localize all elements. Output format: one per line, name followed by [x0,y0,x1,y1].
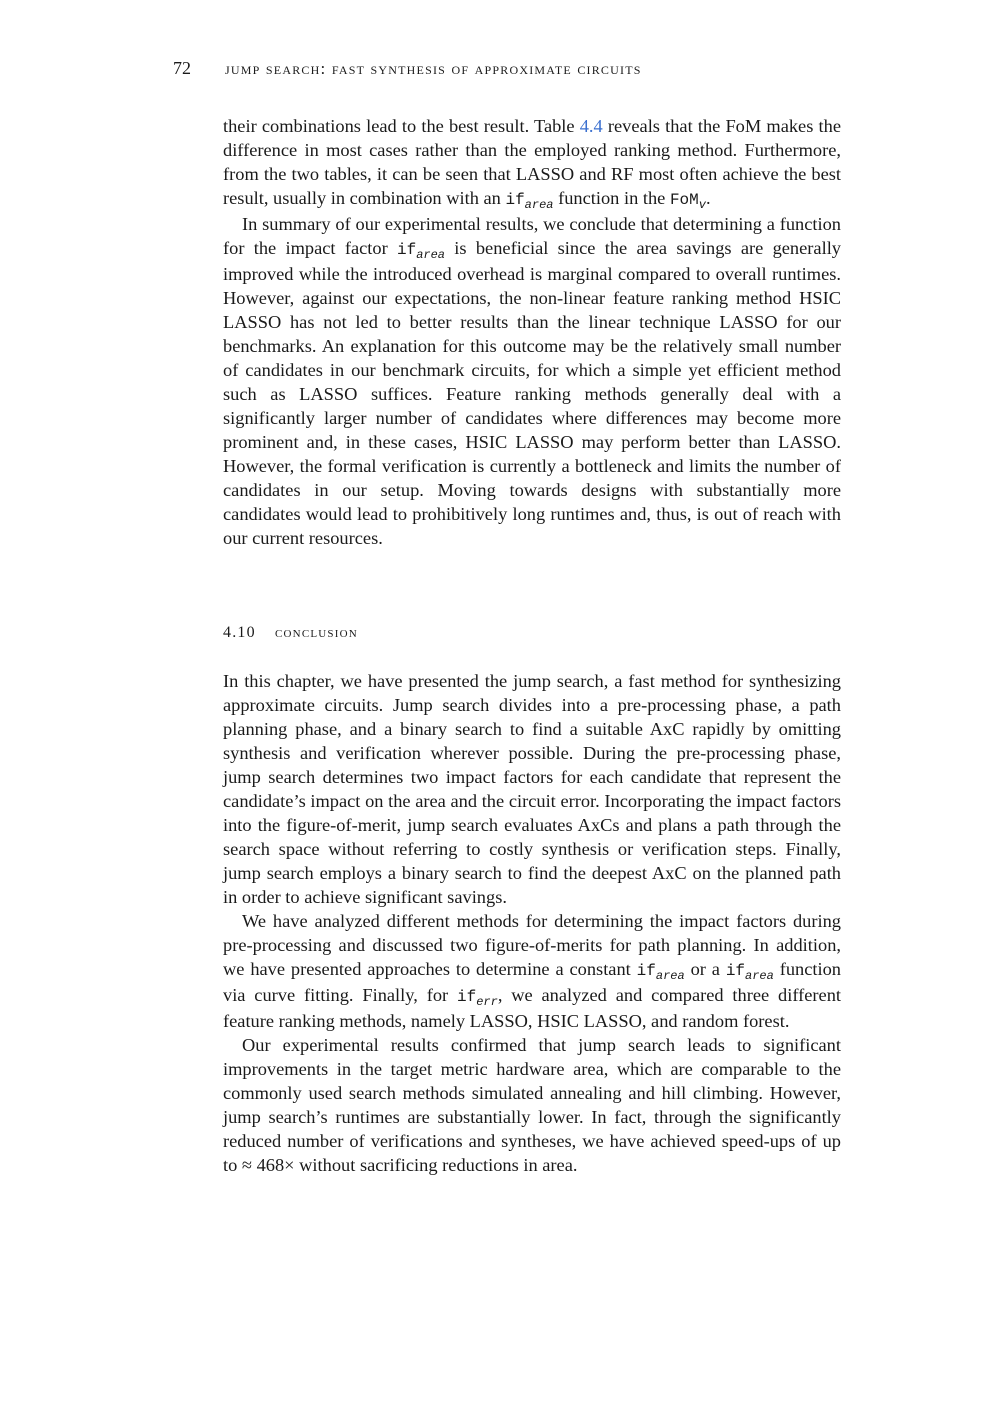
paragraph-1 [223,114,841,212]
text-run: In summary of our experimental results, we conclude that determining a function for the impact factor [223,214,841,258]
math-if-err: $if_{err}$ [457,988,498,1009]
text-run: , we analyzed and compared three different feature ranking methods, namely LASSO, HSIC LASSO, and random forest. [223,985,841,1031]
math-if-area: $if_{area}$ [725,962,774,983]
running-head [173,58,873,79]
section-number: 4.10 [223,624,256,641]
text-run: We have analyzed different methods for determining the impact factors during pre-processing and discussed two figure-of-merits for path planning. In addition, we have presented approaches to determine a constant [223,911,841,979]
text-run: their combinations lead to the best result. Table [223,116,580,136]
math-if-area: $if_{area}$ [505,191,554,212]
body-text-conclusion [223,669,841,1177]
math-if-area: $if_{area}$ [636,962,685,983]
text-run: function in the [553,188,670,208]
running-head-title: jump search: fast synthesis of approximate circuits [225,59,642,78]
page-number: 72 [173,58,191,78]
section-heading [223,624,358,642]
paragraph-2 [223,212,841,550]
text-run: reveals that the FoM makes the difference in most cases rather than the employed ranking method. Furthermore, from the two tables, it can be seen that LASSO and RF most often achieve the best result, usually in combination with an [223,116,841,208]
text-run: or a [684,959,726,979]
math-if-area: $if_{area}$ [397,241,446,262]
body-text-top [223,114,841,550]
math-fom-v: FoM$_v$ [669,191,706,212]
paragraph-4 [223,909,841,1033]
text-run: is beneficial since the area savings are generally improved while the introduced overhead is marginal compared to overall runtimes. However, against our expectations, the non-linear feature ranking method HSIC LASSO has not led to better results than the linear technique LASSO for our benchmarks. An explanation for this outcome may be the relatively small number of candidates in our benchmark circuits, for which a simple yet efficient method such as LASSO suffices. Feature ranking methods generally deal with a significantly larger number of candidates where differences may become more prominent and, in these cases, HSIC LASSO may perform better than LASSO. However, the formal verification is currently a bottleneck and limits the number of candidates in our setup. Moving towards designs with substantially more candidates would lead to prohibitively long runtimes and, thus, is out of reach with our current resources. [223,238,841,548]
text-run: . [705,188,711,208]
paragraph-3: In this chapter, we have presented the jump search, a fast method for synthesizing approximate circuits. Jump search divides into a pre-processing phase, a path planning phase, and a binary search to find a suitable AxC rapidly by omitting synthesis and verification wherever possible. During the pre-processing phase, jump search determines two impact factors for each candidate that represent the candidate’s impact on the area and the circuit error. Incorporating the impact factors into the figure-of-merit, jump search evaluates AxCs and plans a path through the search space without referring to costly synthesis or verification steps. Finally, jump search employs a binary search to find the deepest AxC on the planned path in order to achieve significant savings. [223,671,841,907]
section-title: conclusion [275,624,358,641]
text-run: function via curve fitting. Finally, for [223,959,841,1005]
paragraph-5: Our experimental results confirmed that jump search leads to significant improvements in the target metric hardware area, which are comparable to the commonly used search methods simulated annealing and hill climbing. However, jump search’s runtimes are substantially lower. In fact, through the significantly reduced number of verifications and syntheses, we have achieved speed-ups of up to ≈ 468× without sacrificing reductions in area. [223,1035,841,1175]
table-reference-link[interactable]: 4.4 [579,116,603,136]
